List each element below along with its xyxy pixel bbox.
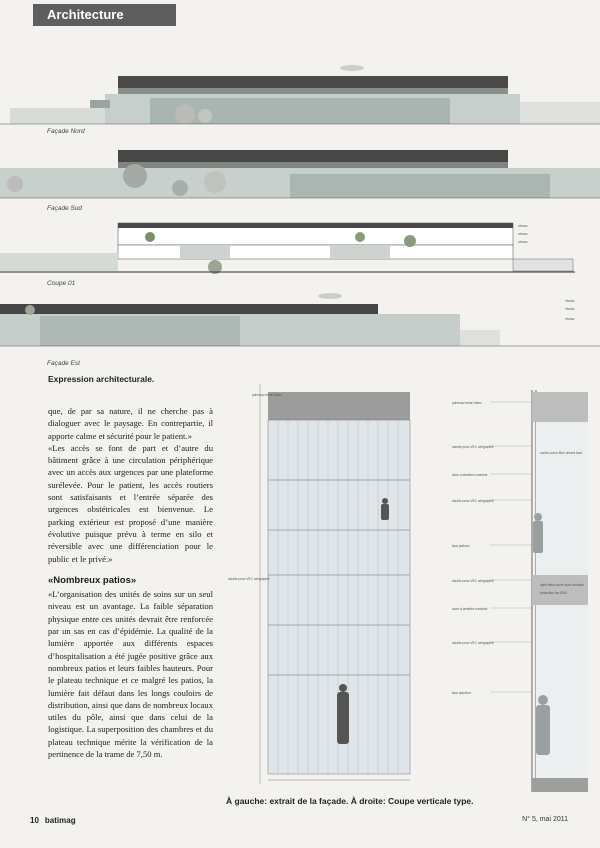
article-body [48, 405, 213, 760]
label-section-9: contre-coeur fibre ciment face [540, 451, 583, 455]
label-section-4: faux plafond [452, 544, 470, 548]
article-paragraph: «Les accès se font de part et d’autre du bâtiment grâce à une circulation périphérique avec un accès aux urgences par une plateforme surélevée. Pour le patient, les accès routiers sont satisfaisants et l’entrée séparée des urgences obstétricales est bienvenue. Le parking extérieur est proposé d’une manière évolutive puisque prévu à terme en silo et réversible avec une différenciation pour le public et le privé.» [48, 442, 213, 564]
page-footer-left [30, 816, 82, 825]
svg-text:niveau: niveau [565, 299, 575, 303]
vertical-section-drawing [440, 380, 590, 800]
facade-est-drawing [0, 290, 600, 360]
label-section-8: faux plancher [452, 691, 472, 695]
facade-nord-drawing [0, 58, 600, 130]
label-panneau-beton: panneau béton blanc [252, 393, 282, 397]
facade-extract-drawing [218, 380, 428, 788]
label-double-peau: double peau VEC sérigraphié [228, 577, 270, 581]
caption-facade-nord: Façade Nord [47, 128, 85, 135]
svg-text:niveau: niveau [565, 317, 575, 321]
label-section-6: store à lamelles motorisé [452, 607, 488, 611]
section-tab: Architecture [33, 4, 176, 26]
svg-text:niveau: niveau [518, 240, 528, 244]
label-section-10: dalle béton armé avec isolation [540, 583, 584, 587]
label-section-1: double peau VEC sérigraphié [452, 445, 494, 449]
label-section-11: protection feu EI60 [540, 591, 567, 595]
magazine-name: batimag [44, 816, 76, 825]
figure-caption-detail: À gauche: extrait de la façade. À droite: Coupe verticale type. [226, 796, 474, 806]
caption-facade-est: Façade Est [47, 360, 80, 367]
page-number: 10 [30, 816, 39, 825]
svg-text:niveau: niveau [518, 232, 528, 236]
caption-coupe-01: Coupe 01 [47, 280, 76, 287]
label-section-5: double peau VEC sérigraphié [452, 579, 494, 583]
svg-text:niveau: niveau [518, 224, 528, 228]
caption-facade-sud: Façade Sud [47, 205, 83, 212]
article-paragraph: «L’organisation des unités de soins sur un seul niveau est un avantage. La faible séparation physique entre ces unités devrait être renforcée par un sas en cas d’épidémie. La qualité de la lumière apportée aux différents espaces d’hospitalisation a été jugée positive grâce aux nombreux patios et leurs faibles hauteurs. Pour le plateau technique et ce malgré les patios, la lumière fait défaut dans les longs couloirs de distribution, ainsi que dans de nombreux locaux utiles du pôle, ainsi que dans celui de la logistique. La superposition des chambres et du plateau technique mérite la vérification de la pertinence de la trame de 7,50 m. [48, 589, 213, 760]
coupe-01-drawing [0, 215, 600, 283]
article-paragraph: que, de par sa nature, il ne cherche pas à dialoguer avec le paysage. En contrepartie, il apporte calme et sécurité pour le patient.» [48, 406, 213, 441]
issue-info: N° 5, mai 2011 [522, 816, 568, 823]
facade-sud-drawing [0, 140, 600, 206]
figure-caption-expression: Expression architecturale. [48, 374, 155, 384]
label-section-2: store à lamelles motorisé [452, 473, 488, 477]
label-section-7: double peau VEC sérigraphié [452, 641, 494, 645]
label-section-3: double peau VEC sérigraphié [452, 499, 494, 503]
svg-text:niveau: niveau [565, 307, 575, 311]
label-section-0: panneau béton blanc [452, 401, 482, 405]
article-subheading: «Nombreux patios» [48, 574, 137, 586]
